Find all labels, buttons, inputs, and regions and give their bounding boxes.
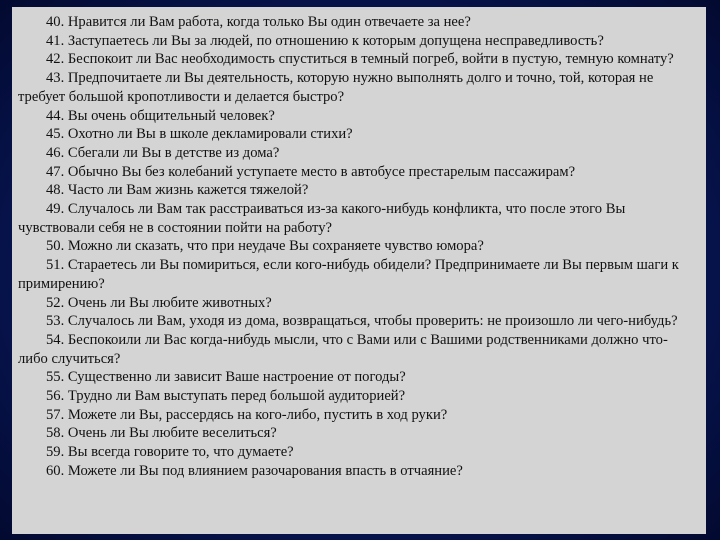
question-54: 54. Беспокоили ли Вас когда-нибудь мысли, что с Вами или с Вашими родственниками должно что-либо случиться?	[18, 331, 668, 367]
question-55: 55. Существенно ли зависит Ваше настроение от погоды?	[46, 369, 406, 386]
question-48: 48. Часто ли Вам жизнь кажется тяжелой?	[46, 182, 309, 199]
question-53: 53. Случалось ли Вам, уходя из дома, возвращаться, чтобы проверить: не произошло ли чего-нибудь?	[46, 313, 678, 330]
question-46: 46. Сбегали ли Вы в детстве из дома?	[46, 144, 280, 161]
question-43: 43. Предпочитаете ли Вы деятельность, которую нужно выполнять долго и точно, той, которая не требует большой кропотливости и делается быстро?	[18, 70, 654, 105]
question-41: 41. Заступаетесь ли Вы за людей, по отношению к которым допущена несправедливость?	[46, 32, 604, 49]
question-51: 51. Стараетесь ли Вы помириться, если кого-нибудь обидели? Предпринимаете ли Вы первым шаги к примирению?	[18, 257, 679, 292]
question-45: 45. Охотно ли Вы в школе декламировали стихи?	[46, 126, 353, 143]
question-57: 57. Можете ли Вы, рассердясь на кого-либо, пустить в ход руки?	[46, 406, 448, 423]
question-56: 56. Трудно ли Вам выступать перед большой аудиторией?	[46, 388, 406, 405]
question-60: 60. Можете ли Вы под влиянием разочарования впасть в отчаяние?	[46, 462, 463, 479]
question-50: 50. Можно ли сказать, что при неудаче Вы сохраняете чувство юмора?	[46, 238, 484, 255]
question-52: 52. Очень ли Вы любите животных?	[46, 294, 272, 311]
questionnaire-text-panel	[12, 7, 706, 534]
question-42: 42. Беспокоит ли Вас необходимость спуститься в темный погреб, войти в пустую, темную комнату?	[46, 51, 674, 68]
question-44: 44. Вы очень общительный человек?	[46, 107, 275, 124]
question-40: 40. Нравится ли Вам работа, когда только Вы один отвечаете за нее?	[46, 14, 471, 30]
question-58: 58. Очень ли Вы любите веселиться?	[46, 425, 277, 442]
question-49: 49. Случалось ли Вам так расстраиваться из-за какого-нибудь конфликта, что после этого Вы чувствовали себя не в состоянии пойти на работу?	[18, 201, 626, 236]
question-47: 47. Обычно Вы без колебаний уступаете место в автобусе престарелым пассажирам?	[46, 163, 576, 180]
question-59: 59. Вы всегда говорите то, что думаете?	[46, 444, 294, 461]
